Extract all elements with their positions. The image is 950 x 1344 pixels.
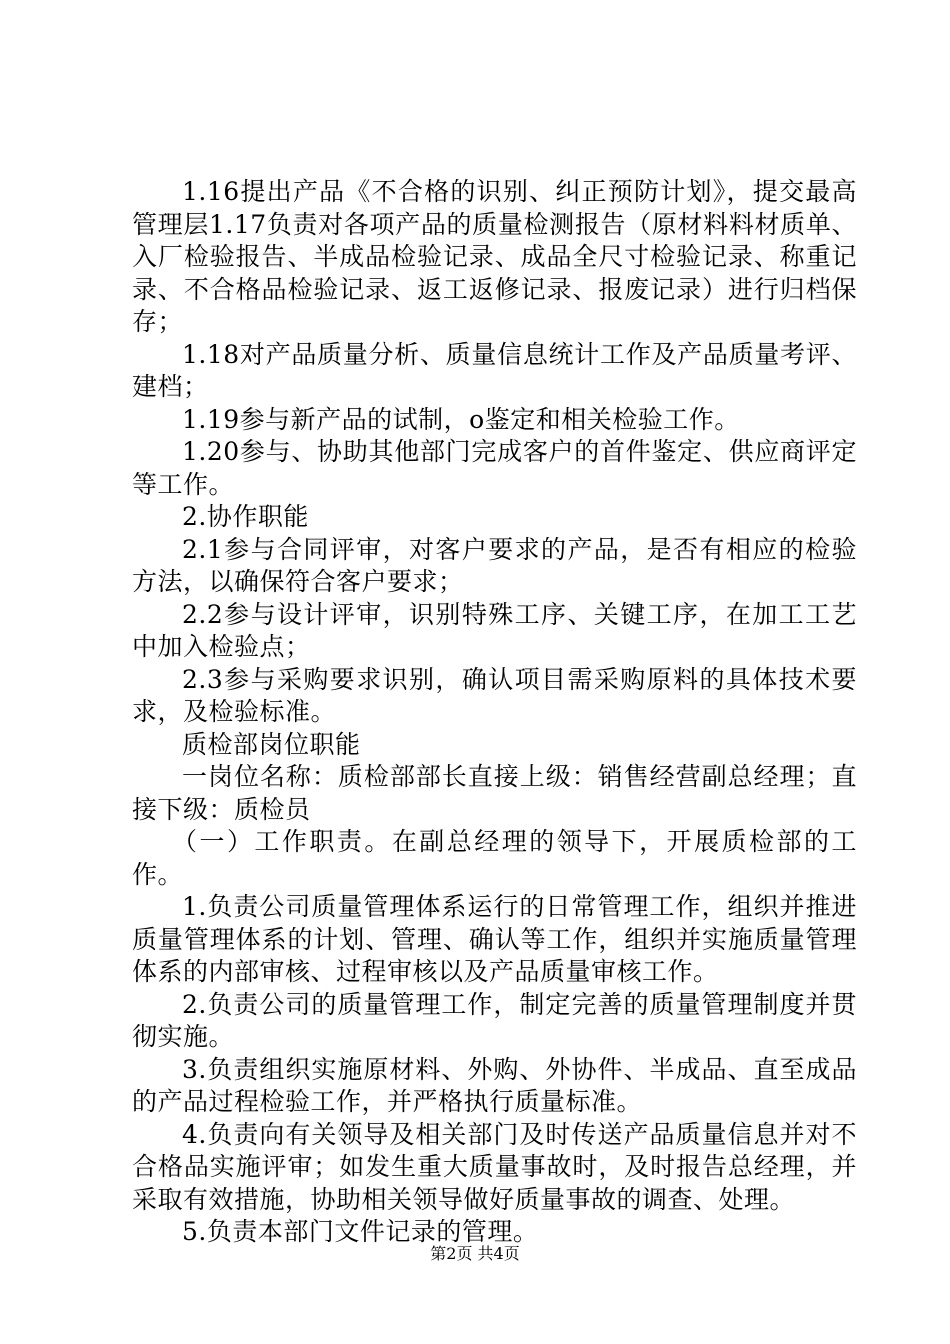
paragraph-duty-4: 4.负责向有关领导及相关部门及时传送产品质量信息并对不合格品实施评审；如发生重大质量事故时，及时报告总经理，并采取有效措施，协助相关领导做好质量事故的调查、处理。 bbox=[132, 1119, 857, 1214]
paragraph-1-16: 1.16提出产品《不合格的识别、纠正预防计划》，提交最高管理层1.17负责对各项产品的质量检测报告（原材料料材质单、入厂检验报告、半成品检验记录、成品全尺寸检验记录、称重记录、不合格品检验记录、返工返修记录、报废记录）进行归档保存； bbox=[132, 177, 857, 336]
paragraph-position-name: 一岗位名称：质检部部长直接上级：销售经营副总经理；直接下级：质检员 bbox=[132, 762, 857, 824]
paragraph-duty-5: 5.负责本部门文件记录的管理。 bbox=[182, 1217, 539, 1246]
document-body bbox=[132, 176, 857, 1249]
heading-qc-department-functions: 质检部岗位职能 bbox=[182, 729, 361, 759]
paragraph-2-1: 2.1参与合同评审，对客户要求的产品，是否有相应的检验方法，以确保符合客户要求； bbox=[132, 534, 857, 596]
heading-cooperation-functions: 2.协作职能 bbox=[182, 502, 309, 531]
paragraph-2-3: 2.3参与采购要求识别，确认项目需采购原料的具体技术要求，及检验标准。 bbox=[132, 664, 857, 726]
paragraph-1-18: 1.18对产品质量分析、质量信息统计工作及产品质量考评、建档； bbox=[132, 339, 857, 401]
paragraph-duty-2: 2.负责公司的质量管理工作，制定完善的质量管理制度并贯彻实施。 bbox=[132, 989, 857, 1051]
heading-work-duties: （一）工作职责。在副总经理的领导下，开展质检部的工作。 bbox=[132, 827, 857, 889]
paragraph-2-2: 2.2参与设计评审，识别特殊工序、关键工序，在加工工艺中加入检验点； bbox=[132, 599, 857, 661]
paragraph-duty-1: 1.负责公司质量管理体系运行的日常管理工作，组织并推进质量管理体系的计划、管理、确认等工作，组织并实施质量管理体系的内部审核、过程审核以及产品质量审核工作。 bbox=[132, 892, 857, 986]
paragraph-1-19: 1.19参与新产品的试制，o鉴定和相关检验工作。 bbox=[182, 404, 740, 434]
paragraph-1-20: 1.20参与、协助其他部门完成客户的首件鉴定、供应商评定等工作。 bbox=[132, 437, 857, 499]
page-number-footer: 第2页 共4页 bbox=[430, 1244, 520, 1263]
paragraph-duty-3: 3.负责组织实施原材料、外购、外协件、半成品、直至成品的产品过程检验工作，并严格执行质量标准。 bbox=[132, 1054, 857, 1116]
